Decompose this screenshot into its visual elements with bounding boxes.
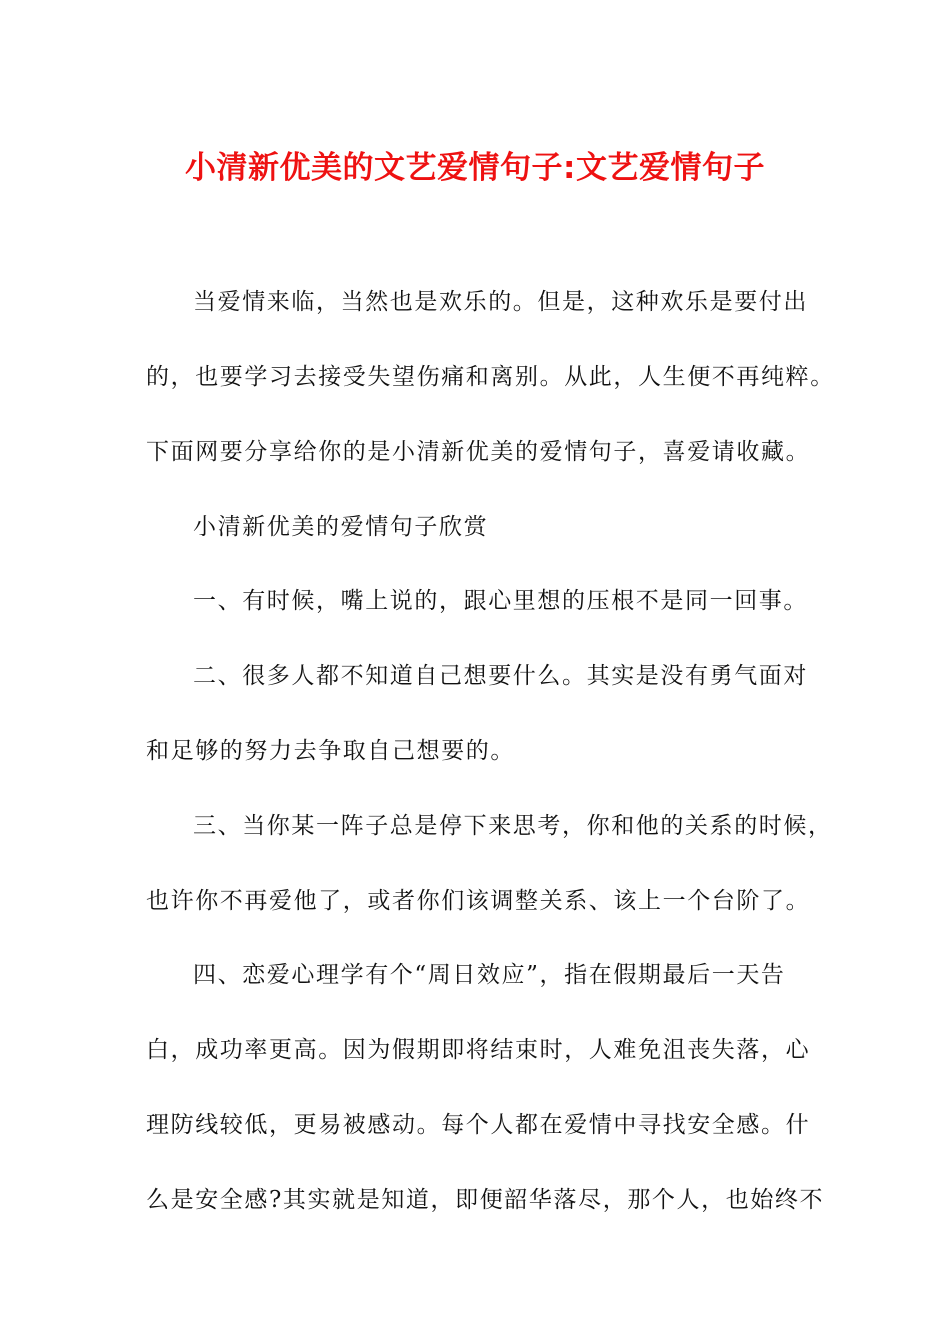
paragraph-line: 理防线较低，更易被感动。每个人都在爱情中寻找安全感。什 xyxy=(146,1112,811,1138)
paragraph-line: 的，也要学习去接受失望伤痛和离别。从此，人生便不再纯粹。 xyxy=(146,364,835,390)
paragraph-line: 么是安全感?其实就是知道，即便韶华落尽，那个人，也始终不 xyxy=(146,1187,825,1213)
paragraph-line: 三、当你某一阵子总是停下来思考，你和他的关系的时候， xyxy=(193,813,833,839)
paragraph-line: 也许你不再爱他了，或者你们该调整关系、该上一个台阶了。 xyxy=(146,888,811,914)
paragraph-line: 白，成功率更高。因为假期即将结束时，人难免沮丧失落，心 xyxy=(146,1037,811,1063)
paragraph-line: 二、很多人都不知道自己想要什么。其实是没有勇气面对 xyxy=(193,663,808,689)
paragraph-line: 下面网要分享给你的是小清新优美的爱情句子，喜爱请收藏。 xyxy=(146,439,811,465)
paragraph-line: 当爱情来临，当然也是欢乐的。但是，这种欢乐是要付出 xyxy=(193,289,808,315)
paragraph-line: 一、有时候，嘴上说的，跟心里想的压根不是同一回事。 xyxy=(193,588,808,614)
paragraph-line: 四、恋爱心理学有个“周日效应”，指在假期最后一天告 xyxy=(193,962,786,988)
section-heading: 小清新优美的爱情句子欣赏 xyxy=(193,514,489,540)
paragraph-line: 和足够的努力去争取自己想要的。 xyxy=(146,738,515,764)
document-title: 小清新优美的文艺爱情句子:文艺爱情句子 xyxy=(185,150,765,186)
